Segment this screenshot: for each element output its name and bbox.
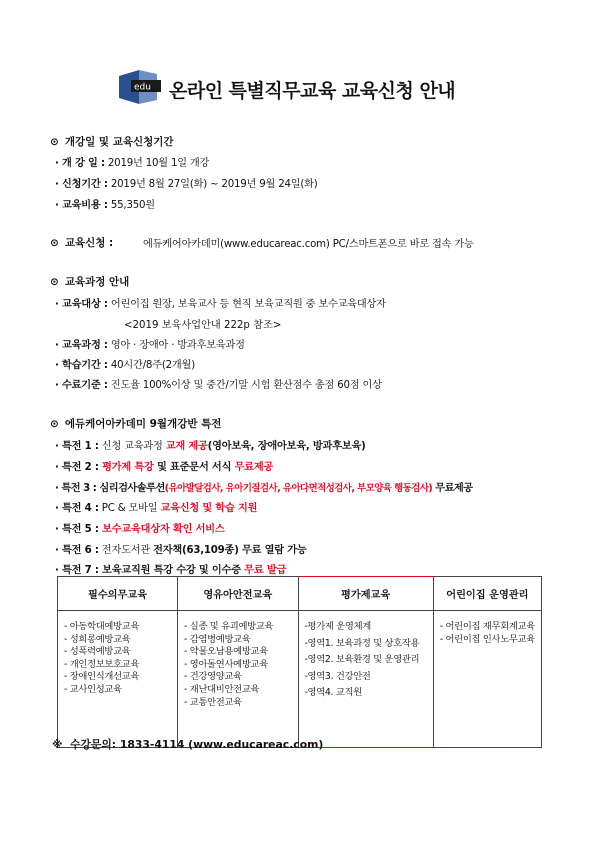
row-curriculum: · 교육과정 : 영아 · 장애아 · 방과후보육과정	[55, 340, 245, 351]
perk-1: · 특전 1 : 신청 교육과정 교재 제공(영아보육, 장애아보육, 방과후보육)	[55, 441, 366, 452]
perk-6: · 특전 6 : 전자도서관 전자책(63,109종) 무료 열람 가능	[55, 545, 307, 556]
col-header-evaluation: 평가제교육	[298, 577, 433, 611]
list-item: -영역3. 건강안전	[304, 670, 371, 682]
logo-text: edu	[134, 82, 151, 93]
row-fee: · 교육비용 : 55,350원	[55, 200, 155, 211]
perk-4: · 특전 4 : PC & 모바일 교육신청 및 학습 지원	[55, 503, 258, 514]
perk-2: · 특전 2 : 평가제 특강 및 표준문서 서식 무료제공	[55, 462, 274, 473]
row-duration: · 학습기간 : 40시간/8주(2개월)	[55, 360, 195, 371]
course-table	[57, 576, 542, 748]
list-item: - 실종 및 유괴예방교육	[184, 621, 274, 632]
list-item: - 어린이집 인사노무교육	[439, 633, 535, 645]
list-item: -영역2. 보육환경 및 운영관리	[304, 654, 420, 666]
perk-7: · 특전 7 : 보육교직원 특강 수강 및 이수증 무료 발급	[55, 565, 287, 576]
row-completion: · 수료기준 : 진도율 100%이상 및 중간/기말 시험 환산점수 총점 60점 이상	[55, 380, 382, 391]
col-management-items	[433, 611, 541, 748]
list-item: - 교사인성교육	[64, 683, 122, 695]
list-item: - 건강영양교육	[184, 671, 242, 683]
list-item: - 감염병예방교육	[184, 633, 251, 645]
list-item: - 개인정보보호교육	[64, 658, 140, 670]
list-item: - 어린이집 재무회계교육	[439, 621, 535, 632]
note-mark: ※	[52, 738, 63, 751]
section-heading-perks: ⊙ 에듀케어아카데미 9월개강반 특전	[50, 418, 222, 430]
col-child-safety-items	[178, 611, 298, 748]
perk-5: · 특전 5 : 보수교육대상자 확인 서비스	[55, 524, 225, 535]
section-heading-apply: ⊙ 교육신청 :	[50, 237, 114, 249]
bullet-icon: ⊙	[50, 276, 59, 288]
section-heading-schedule: ⊙ 개강일 및 교육신청기간	[50, 136, 174, 148]
row-start-date: · 개 강 일 : 2019년 10월 1일 개강	[55, 158, 210, 169]
educare-logo	[117, 70, 161, 104]
list-item: - 약물오남용예방교육	[184, 646, 268, 658]
row-target: · 교육대상 : 어린이집 원장, 보육교사 등 현직 보육교직원 중 보수교육대상자	[55, 299, 386, 310]
table-row	[58, 611, 542, 748]
page-title: 온라인 특별직무교육 교육신청 안내	[169, 80, 456, 102]
bullet-icon: ⊙	[50, 237, 59, 249]
list-item: -평가제 운영체계	[304, 621, 371, 632]
col-header-mandatory: 필수의무교육	[58, 577, 178, 611]
col-header-child-safety: 영유아안전교육	[178, 577, 298, 611]
contact-info: ※ 수강문의: 1833-4114 (www.educareac.com)	[52, 738, 324, 751]
list-item: - 성희롱예방교육	[64, 633, 131, 645]
col-mandatory-items	[58, 611, 178, 748]
target-note: <2019 보육사업안내 222p 참조>	[124, 320, 282, 331]
list-item: - 아동학대예방교육	[64, 621, 140, 632]
list-item: -영역4. 교직원	[304, 687, 362, 699]
bullet-icon: ⊙	[50, 136, 59, 148]
col-header-management: 어린이집 운영관리	[433, 577, 541, 611]
list-item: -영역1. 보육과정 및 상호작용	[304, 637, 420, 649]
list-item: - 장애인식개선교육	[64, 671, 140, 683]
row-application-period: · 신청기간 : 2019년 8월 27일(화) ~ 2019년 9월 24일(화)	[55, 179, 318, 190]
section-heading-course: ⊙ 교육과정 안내	[50, 276, 130, 288]
list-item: - 교통안전교육	[184, 696, 242, 708]
bullet-icon: ⊙	[50, 418, 59, 430]
col-evaluation-items	[298, 611, 433, 748]
perk-3: · 특전 3 : 심리검사솔루션(유아발달검사, 유아기질검사, 유아다면적성검사, 부모양육 행동검사) 무료제공	[55, 483, 473, 494]
table-header-row	[58, 577, 542, 611]
list-item: - 영아돌연사예방교육	[184, 658, 268, 670]
list-item: - 성폭력예방교육	[64, 646, 131, 658]
list-item: - 재난대비안전교육	[184, 683, 260, 695]
apply-info: 에듀케어아카데미(www.educareac.com) PC/스마트폰으로 바로 접속 가능	[143, 239, 474, 250]
